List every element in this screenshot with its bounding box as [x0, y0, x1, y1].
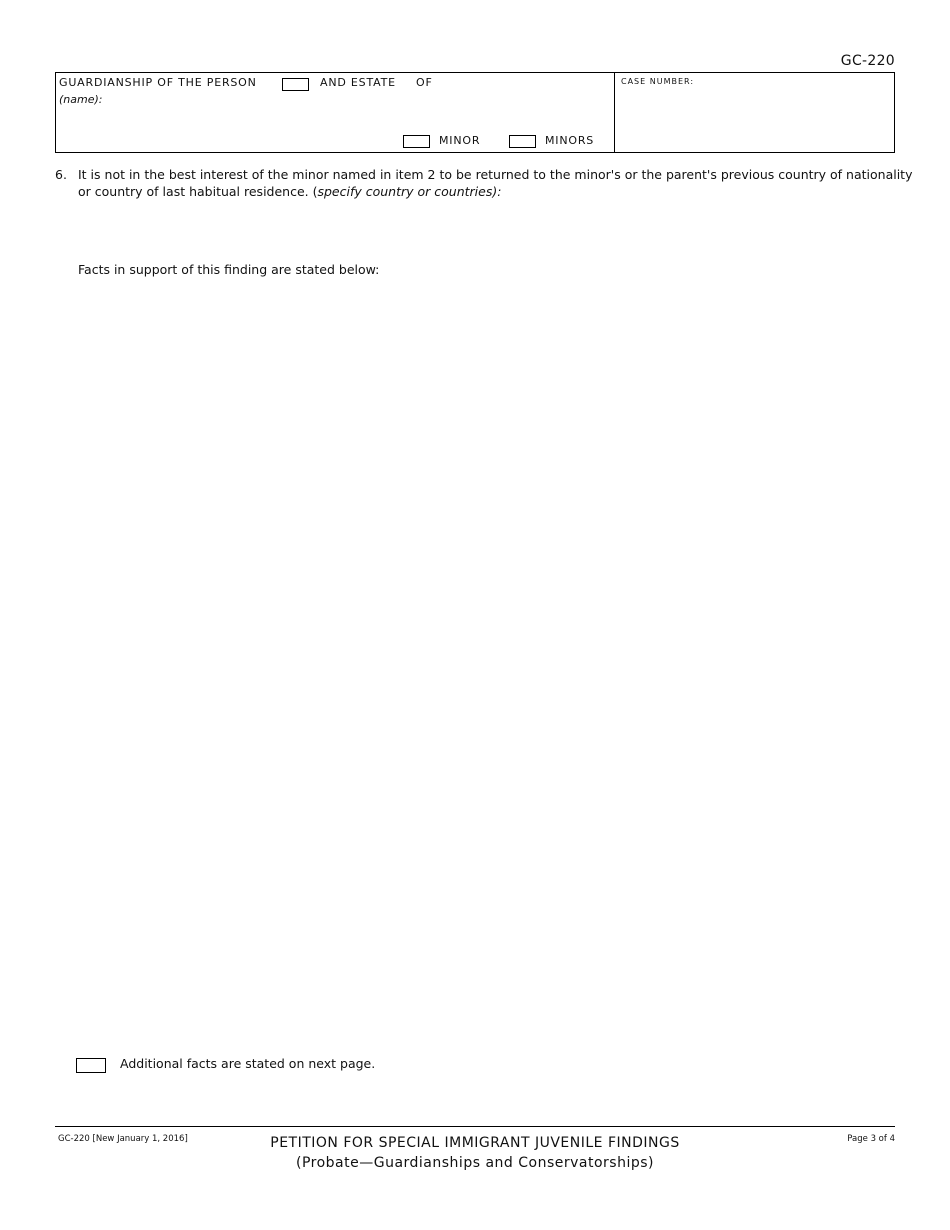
name-label: (name): — [59, 93, 103, 106]
footer-rule — [55, 1126, 895, 1127]
case-number-field[interactable] — [619, 91, 889, 149]
form-revision: GC-220 [New January 1, 2016] — [58, 1134, 188, 1144]
additional-facts-label: Additional facts are stated on next page. — [120, 1056, 376, 1071]
guardianship-label: GUARDIANSHIP OF THE PERSON — [59, 76, 257, 89]
country-field[interactable] — [78, 204, 893, 254]
caption-divider — [614, 73, 615, 152]
footer-title-line2: (Probate—Guardianships and Conservatorships) — [295, 1155, 654, 1171]
footer-title-line1: PETITION FOR SPECIAL IMMIGRANT JUVENILE FINDINGS — [270, 1135, 680, 1151]
minors-label: MINORS — [545, 134, 595, 147]
case-number-label: CASE NUMBER: — [621, 77, 695, 86]
name-field[interactable] — [59, 109, 609, 131]
facts-label: Facts in support of this finding are stated below: — [78, 262, 380, 277]
item6-text-line1: It is not in the best interest of the minor named in item 2 to be returned to the minor's or the parent's previous country of nationality — [78, 167, 913, 182]
form-id: GC-220 — [840, 53, 895, 69]
item6-text-line2 — [78, 183, 501, 200]
additional-facts-checkbox[interactable] — [76, 1058, 106, 1073]
and-estate-label: AND ESTATE — [320, 76, 396, 89]
minor-label: MINOR — [439, 134, 481, 147]
item6-number: 6. — [55, 167, 67, 182]
facts-field[interactable] — [78, 284, 893, 1044]
of-label: OF — [416, 76, 433, 89]
caption-box — [55, 72, 895, 153]
and-estate-checkbox[interactable] — [282, 78, 309, 91]
item6-text-line2-prefix: or country of last habitual residence. ( — [78, 184, 318, 199]
item6-text-line2-italic: specify country or countries): — [317, 184, 502, 199]
minor-checkbox[interactable] — [403, 135, 430, 148]
minors-checkbox[interactable] — [509, 135, 536, 148]
page-label: Page 3 of 4 — [847, 1134, 895, 1144]
